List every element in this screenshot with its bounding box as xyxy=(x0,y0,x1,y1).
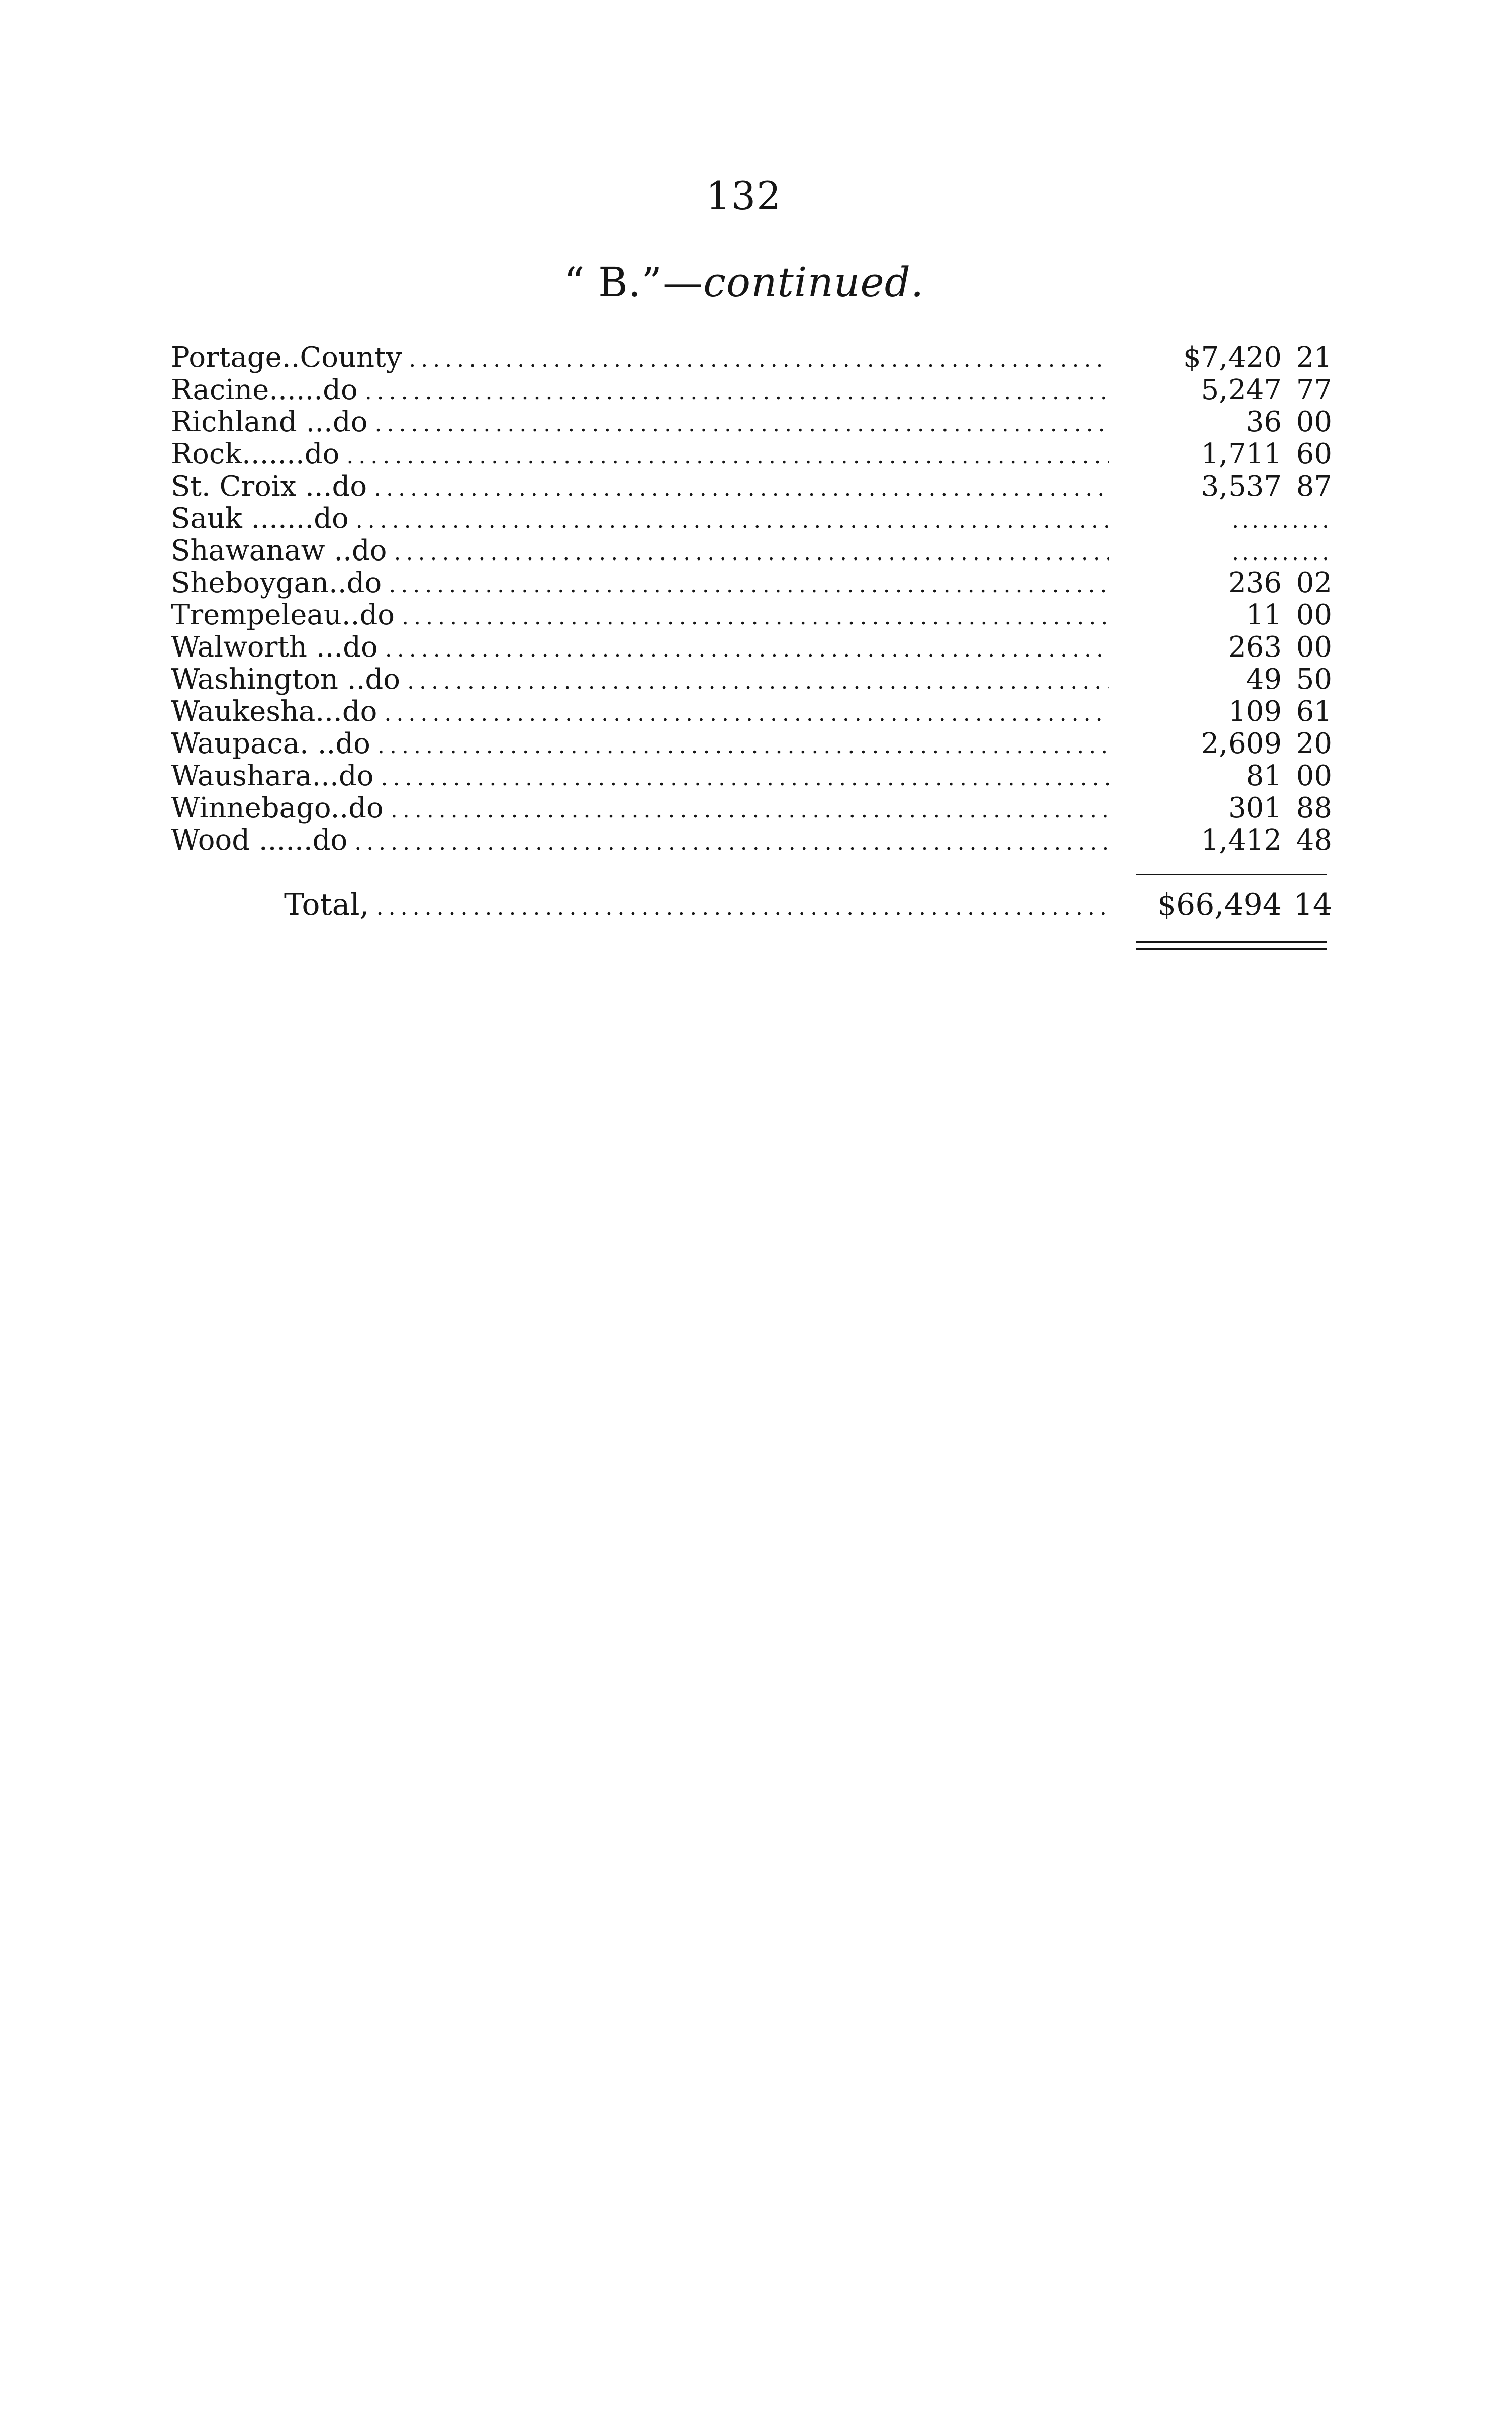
table-row xyxy=(171,374,1332,406)
total-dollars: $66,494 xyxy=(1157,887,1282,922)
amount-dollars: 236 xyxy=(1228,567,1282,599)
table-row xyxy=(171,503,1332,535)
table-row xyxy=(171,599,1332,631)
county-name: Richland ...do xyxy=(171,406,368,438)
dot-leader xyxy=(381,762,1109,794)
county-name: Walworth ...do xyxy=(171,631,378,664)
dot-leader xyxy=(376,895,1109,920)
dot-leader xyxy=(374,408,1109,440)
table-row xyxy=(171,567,1332,599)
county-name: Waushara...do xyxy=(171,760,374,792)
amount-dollars: 11 xyxy=(1246,599,1282,631)
table-row xyxy=(171,438,1332,471)
table-row xyxy=(171,696,1332,728)
dot-leader xyxy=(377,730,1109,762)
table-row xyxy=(171,664,1332,696)
table-row xyxy=(171,631,1332,664)
amount-dollars: $7,420 xyxy=(1183,341,1282,374)
amount-cents: 00 xyxy=(1296,760,1332,792)
amount xyxy=(1116,631,1332,664)
amount-cents: 61 xyxy=(1296,695,1332,728)
page-number: 132 xyxy=(706,173,782,218)
dot-leader xyxy=(365,376,1109,408)
heading-continued: continued. xyxy=(703,259,924,306)
amount-cents: 60 xyxy=(1296,438,1332,471)
amount-dollars: 1,412 xyxy=(1201,824,1282,857)
amount-cents: 00 xyxy=(1296,406,1332,438)
amount xyxy=(1116,728,1332,760)
blank-amount-marker: .......... xyxy=(1232,508,1332,533)
amount xyxy=(1116,438,1332,471)
county-name: Winnebago..do xyxy=(171,792,384,824)
dot-leader xyxy=(374,473,1109,505)
amount xyxy=(1116,696,1332,728)
county-name: Trempeleau..do xyxy=(171,599,395,631)
amount-dollars: 5,247 xyxy=(1201,373,1282,406)
table-row xyxy=(171,728,1332,760)
amount-dollars: 81 xyxy=(1246,760,1282,792)
amount-dollars: 109 xyxy=(1228,695,1282,728)
total-row xyxy=(171,887,1332,927)
amount xyxy=(1116,760,1332,792)
amount xyxy=(1116,537,1332,569)
amount-dollars: 1,711 xyxy=(1201,438,1282,471)
amount-dollars: 49 xyxy=(1246,663,1282,696)
dot-leader xyxy=(384,698,1109,730)
total-amount xyxy=(1116,887,1332,922)
amount xyxy=(1116,406,1332,438)
county-amount-table xyxy=(171,342,1332,857)
table-row xyxy=(171,824,1332,857)
amount-cents: 77 xyxy=(1296,373,1332,406)
amount xyxy=(1116,471,1332,503)
amount xyxy=(1116,664,1332,696)
heading-label: “ B.”— xyxy=(563,259,704,306)
amount-cents: 21 xyxy=(1296,341,1332,374)
table-row xyxy=(171,342,1332,374)
county-name: Portage..County xyxy=(171,341,402,374)
amount xyxy=(1116,824,1332,857)
amount-cents: 88 xyxy=(1296,792,1332,824)
amount xyxy=(1116,374,1332,406)
subtotal-rule xyxy=(1136,874,1327,875)
amount-dollars: 301 xyxy=(1228,792,1282,824)
county-name: Shawanaw ..do xyxy=(171,534,387,567)
amount-cents: 48 xyxy=(1296,824,1332,857)
county-name: Washington ..do xyxy=(171,663,400,696)
total-double-rule-top xyxy=(1136,941,1327,943)
county-name: Sheboygan..do xyxy=(171,567,382,599)
amount xyxy=(1116,567,1332,599)
county-name: Sauk .......do xyxy=(171,502,349,535)
dot-leader xyxy=(356,505,1109,537)
total-double-rule-bottom xyxy=(1136,948,1327,950)
amount xyxy=(1116,792,1332,824)
county-name: St. Croix ...do xyxy=(171,470,367,503)
dot-leader xyxy=(391,794,1109,826)
dot-leader xyxy=(407,666,1109,698)
amount-dollars: 36 xyxy=(1246,406,1282,438)
dot-leader xyxy=(402,601,1109,633)
table-row xyxy=(171,760,1332,792)
dot-leader xyxy=(354,826,1109,859)
dot-leader xyxy=(409,344,1109,376)
table-row xyxy=(171,535,1332,567)
amount-cents: 20 xyxy=(1296,727,1332,760)
dot-leader xyxy=(389,569,1109,601)
amount xyxy=(1116,342,1332,374)
amount-dollars: 263 xyxy=(1228,631,1282,664)
amount-dollars: 3,537 xyxy=(1201,470,1282,503)
table-row xyxy=(171,406,1332,438)
blank-amount-marker: .......... xyxy=(1232,540,1332,566)
amount xyxy=(1116,505,1332,537)
table-row xyxy=(171,792,1332,824)
county-name: Waupaca. ..do xyxy=(171,727,370,760)
county-name: Waukesha...do xyxy=(171,695,377,728)
amount xyxy=(1116,599,1332,631)
county-name: Racine......do xyxy=(171,373,358,406)
amount-dollars: 2,609 xyxy=(1201,727,1282,760)
amount-cents: 02 xyxy=(1296,567,1332,599)
county-name: Rock.......do xyxy=(171,438,340,471)
dot-leader xyxy=(385,633,1109,666)
amount-cents: 87 xyxy=(1296,470,1332,503)
dot-leader xyxy=(346,440,1109,473)
amount-cents: 00 xyxy=(1296,631,1332,664)
amount-cents: 00 xyxy=(1296,599,1332,631)
dot-leader xyxy=(394,537,1109,569)
county-name: Wood ......do xyxy=(171,824,348,857)
section-heading xyxy=(0,259,1488,306)
table-row xyxy=(171,471,1332,503)
total-label: Total, xyxy=(284,887,369,922)
total-cents: 14 xyxy=(1293,887,1332,922)
amount-cents: 50 xyxy=(1296,663,1332,696)
